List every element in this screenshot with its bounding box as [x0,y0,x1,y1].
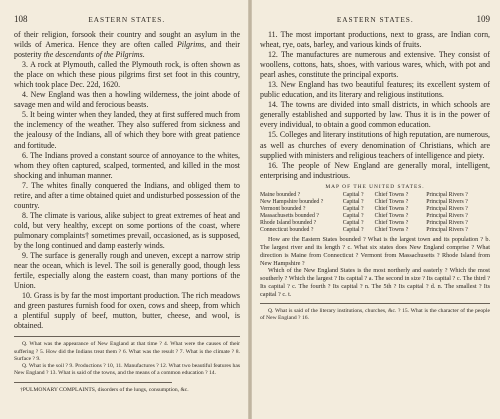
map-question-row [260,213,490,220]
capital-cell: Capital ? [342,227,364,234]
map-question-row [260,227,490,234]
state-cell: New Hampshire bounded ? [260,198,324,205]
right-page-header [260,14,490,30]
chief-towns-cell: Chief Towns ? [374,198,409,205]
capital-cell: Capital ? [342,205,364,212]
chief-towns-cell: Chief Towns ? [374,212,409,219]
chief-towns-cell: Chief Towns ? [374,205,409,212]
map-questions-table [260,192,490,235]
paragraph: 9. The surface is generally rough and uneven, except a narrow strip near the ocean, which is level. The soil is generally good, though less fertile, especially along the eastern coast, than many portions of the Union. [14,251,240,291]
paragraph: 12. The manufactures are numerous and extensive. They consist of woollens, cottons, hats, shoes, with various wares, which, with pot and pearl ashes, constitute the principal exports. [260,50,490,80]
paragraph: 4. New England was then a howling wilderness, the joint abode of savage men and wild and ferocious beasts. [14,90,240,110]
study-question: Q. What is said of the literary institutions, churches, &c. ? 15. What is the character of the people of New England ? 16. [260,308,490,322]
footnote: †PULMONARY COMPLAINTS, disorders of the lungs, consumption, &c. [20,387,189,394]
state-cell: Rhode Island bounded ? [260,220,317,227]
capital-cell: Capital ? [342,198,364,205]
principal-rivers-cell: Principal Rivers ? [426,198,468,205]
footnote-divider [14,382,172,383]
study-question: Q. What is the soil ? 9. Productions ? 10, 11. Manufactures ? 12. What two beautiful features has New England ? 13. What is said of the towns, and the means of a common education ? 14. [14,363,240,377]
chief-towns-cell: Chief Towns ? [374,227,409,234]
map-questions-title: MAP OF THE UNITED STATES. [325,183,425,190]
running-head: EASTERN STATES. [88,15,166,24]
running-head: EASTERN STATES. [336,15,414,24]
principal-rivers-cell: Principal Rivers ? [426,212,468,219]
chief-towns-cell: Chief Towns ? [374,220,409,227]
map-question-row [260,192,490,199]
state-cell: Vermont bounded ? [260,205,306,212]
divider [14,336,240,337]
paragraph: 13. New England has two beautiful features; its excellent system of public education, and its literary and religious institutions. [260,80,490,100]
principal-rivers-cell: Principal Rivers ? [426,191,468,198]
paragraph: 8. The climate is various, alike subject to great extremes of heat and cold, but very healthy, except on some portions of the coast, where pulmonary complaints† sometimes prevail, occasioned, as is supposed, by the long continued and damp easterly winds. [14,210,240,250]
page-number: 109 [476,14,490,24]
paragraph: 16. The people of New England are generally moral, intelligent, enterprising and industrious. [260,160,490,180]
map-question-row [260,206,490,213]
chief-towns-cell: Chief Towns ? [374,191,409,198]
capital-cell: Capital ? [342,220,364,227]
capital-cell: Capital ? [342,191,364,198]
state-cell: Maine bounded ? [260,191,301,198]
left-page-header [14,14,240,30]
state-cell: Connecticut bounded ? [260,227,314,234]
map-question-row [260,199,490,206]
principal-rivers-cell: Principal Rivers ? [426,227,468,234]
map-question-paragraph: How are the Eastern States bounded ? What is the largest town and its population ? b. The largest river and its length ? c. What six states does New England comprise ? What direction is Maine from Connecticut ? Vermont from Massachusetts ? Rhode Island from New Hampshire ? [260,236,490,267]
state-cell: Massachusetts bounded ? [260,212,319,219]
paragraph: 6. The Indians proved a constant source of annoyance to the whites, whom they often captured, scalped, tormented, and killed in the most shocking and inhuman manner. [14,150,240,180]
principal-rivers-cell: Principal Rivers ? [426,220,468,227]
study-question: Q. What was the appearance of New England at that time ? 4. What were the causes of their suffering ? 5. How did the Indians treat them ? 6. What was the result ? 7. What is the climate ? 8. Surface ? 9. [14,341,240,362]
map-question-paragraph: Which of the New England States is the most northerly and easterly ? Which the most southerly ? Which the largest ? Its capital ? a. The second in size ? Its capital ? c. The third ? Its capital ? c. The fourth ? Its capital ? n. The 5th ? Its capital ? d. n. The smallest ? Its capital ? c. t. [260,267,490,298]
principal-rivers-cell: Principal Rivers ? [426,205,468,212]
paragraph: 11. The most important productions, next to grass, are Indian corn, wheat, rye, oats, barley, and various kinds of fruits. [260,30,490,50]
capital-cell: Capital ? [342,212,364,219]
paragraph: 3. A rock at Plymouth, called the Plymouth rock, is often shown as the place on which these pious pilgrims first set foot in this country, which took place Dec. 22d, 1620. [14,60,240,90]
page-number: 108 [14,14,28,24]
paragraph: 10. Grass is by far the most important production. The rich meadows and green pastures furnish food for oxen, cows and sheep, from which a plentiful supply of beef, mutton, butter, cheese, and wool, is obtained. [14,291,240,331]
right-page [252,0,500,419]
paragraph: of their religion, forsook their country and sought an asylum in the wilds of America. Hence they are often called Pilgrims, and their posterity the descendants of the Pilgrims. [14,30,240,60]
paragraph: 7. The whites finally conquered the Indians, and obliged them to retire, and after a time obtained quiet and undisturbed possession of the country. [14,180,240,210]
divider [260,303,490,304]
left-page [0,0,248,419]
paragraph: 15. Colleges and literary institutions of high reputation, are numerous, as well as churches of every denomination of Christians, which are supplied with ministers and religious teachers of intelligence and piety. [260,130,490,160]
paragraph: 5. It being winter when they landed, they at first suffered much from the inclemency of the weather. They also suffered from sickness and the jealousy of the Indians, all of which they bore with great patience and fortitude. [14,110,240,150]
paragraph: 14. The towns are divided into small districts, in which schools are generally established and supported by law. Thus it is in the power of every individual, to obtain a good common education. [260,100,490,130]
